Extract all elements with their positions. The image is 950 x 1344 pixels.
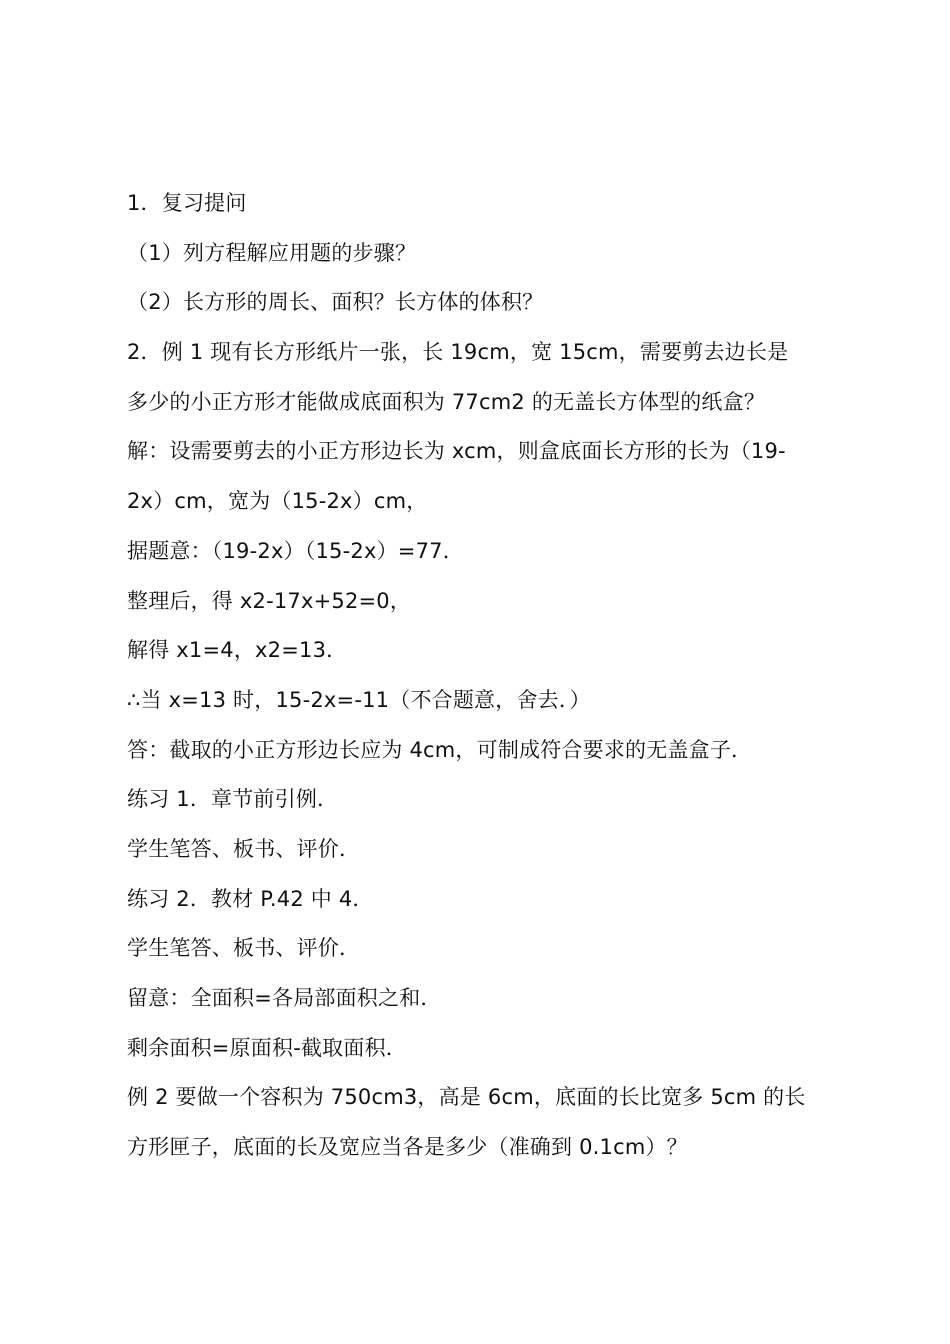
- solution-line-2: 2x）cm，宽为（15-2x）cm，: [127, 489, 428, 514]
- exercise-2: 练习 2．教材 P.42 中 4．: [127, 886, 374, 911]
- example-1-line-1: 2．例 1 现有长方形纸片一张，长 19cm，宽 15cm，需要剪去边长是: [127, 340, 789, 365]
- note-total-area: 留意：全面积=各局部面积之和．: [127, 986, 442, 1010]
- exercise-1-note: 学生笔答、板书、评价．: [127, 836, 361, 861]
- example-1-line-2: 多少的小正方形才能做成底面积为 77cm2 的无盖长方体型的纸盒？: [127, 389, 766, 414]
- example-2-line-2: 方形匣子，底面的长及宽应当各是多少（准确到 0.1cm）？: [127, 1135, 688, 1160]
- document-body: [127, 179, 837, 1173]
- equation-simplified: 整理后，得 x2-17x+52=0，: [127, 588, 412, 613]
- heading-review-questions: 1．复习提问: [127, 191, 247, 215]
- question-1: （1）列方程解应用题的步骤？: [127, 240, 417, 265]
- answer-line: 答：截取的小正方形边长应为 4cm，可制成符合要求的无盖盒子．: [127, 737, 753, 762]
- exercise-2-note: 学生笔答、板书、评价．: [127, 936, 361, 961]
- question-2: （2）长方形的周长、面积？长方体的体积？: [127, 290, 544, 315]
- equation-setup: 据题意：（19-2x）（15-2x）=77．: [127, 538, 464, 563]
- note-remaining-area: 剩余面积=原面积-截取面积．: [127, 1035, 407, 1060]
- example-2-line-1: 例 2 要做一个容积为 750cm3，高是 6cm，底面的长比宽多 5cm 的长: [127, 1085, 806, 1110]
- root-rejection: ∴当 x=13 时，15-2x=-11（不合题意，舍去．）: [127, 687, 591, 712]
- exercise-1: 练习 1．章节前引例．: [127, 787, 339, 812]
- solution-line-1: 解：设需要剪去的小正方形边长为 xcm，则盒底面长方形的长为（19-: [127, 439, 786, 464]
- equation-roots: 解得 x1=4，x2=13．: [127, 638, 348, 663]
